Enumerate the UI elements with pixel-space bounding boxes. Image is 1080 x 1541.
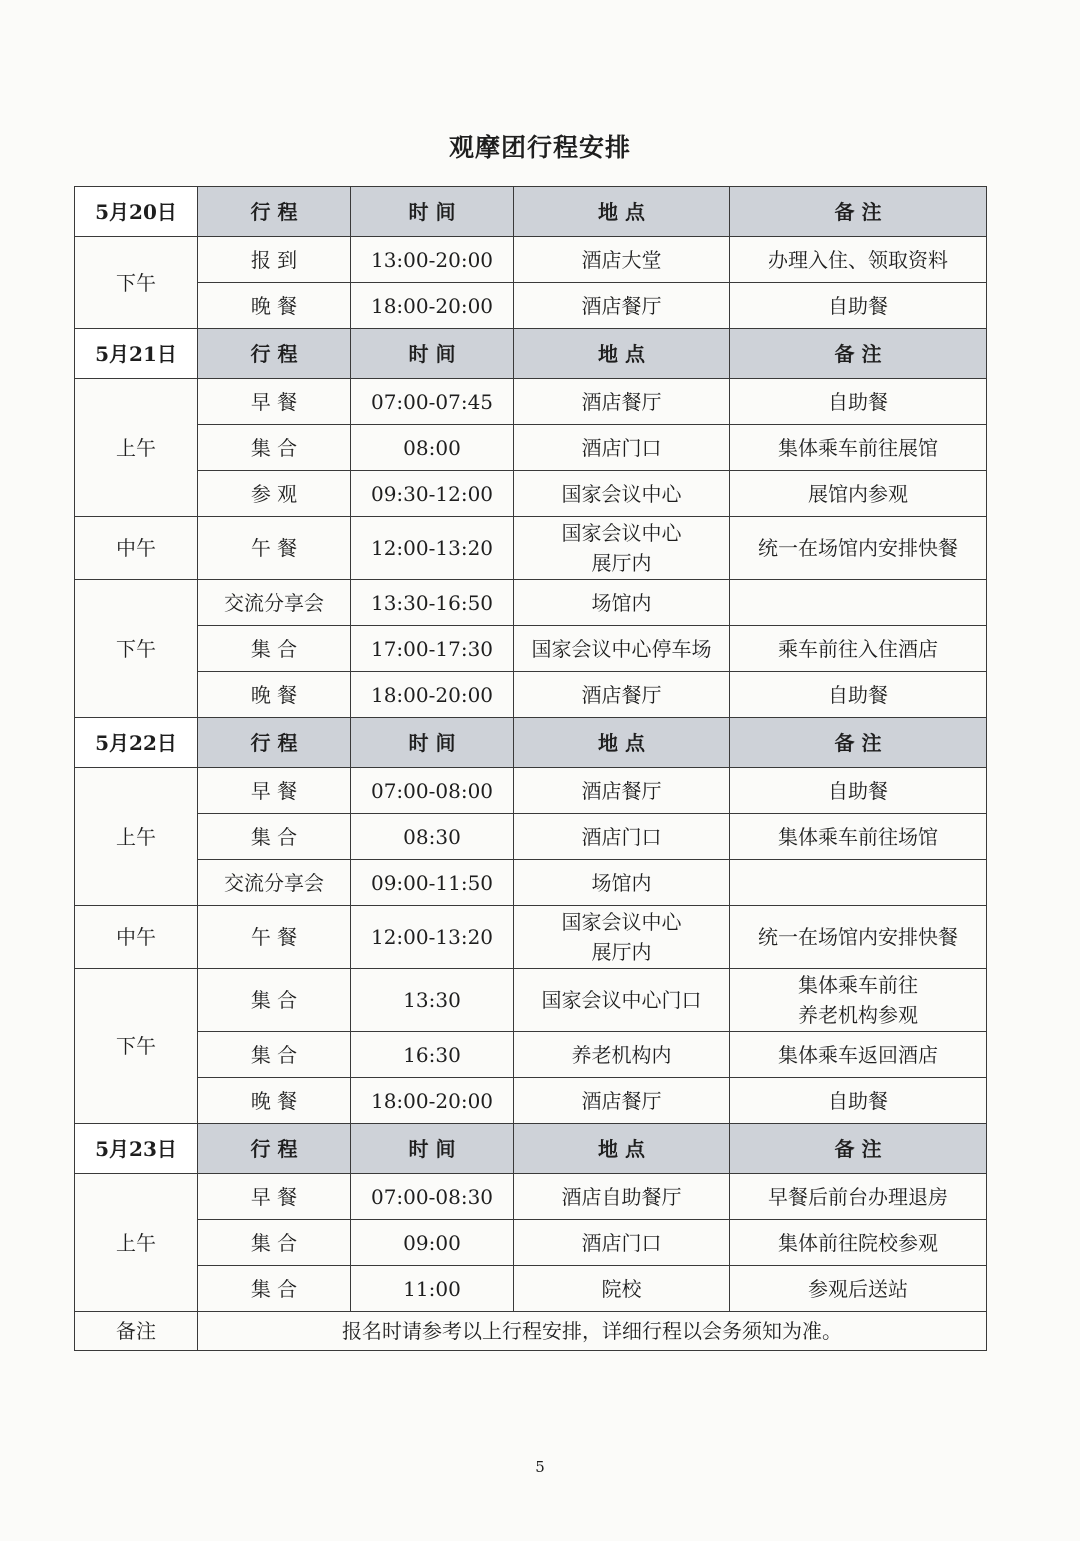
table-row xyxy=(75,283,987,329)
header-item: 行 程 xyxy=(198,187,351,237)
table-row xyxy=(75,379,987,425)
note-cell xyxy=(730,860,987,906)
period-cell: 上午 xyxy=(75,768,198,906)
time-cell: 17:00-17:30 xyxy=(351,626,514,672)
table-row xyxy=(75,906,987,969)
note-cell: 办理入住、领取资料 xyxy=(730,237,987,283)
note-cell: 乘车前往入住酒店 xyxy=(730,626,987,672)
time-cell: 09:00 xyxy=(351,1220,514,1266)
place-cell: 酒店门口 xyxy=(514,814,730,860)
header-note: 备 注 xyxy=(730,187,987,237)
item-cell: 报 到 xyxy=(198,237,351,283)
item-cell: 集 合 xyxy=(198,1266,351,1312)
header-place: 地 点 xyxy=(514,718,730,768)
item-cell: 集 合 xyxy=(198,425,351,471)
header-time: 时 间 xyxy=(351,718,514,768)
note-cell: 早餐后前台办理退房 xyxy=(730,1174,987,1220)
time-cell: 07:00-07:45 xyxy=(351,379,514,425)
table-row xyxy=(75,768,987,814)
table-row xyxy=(75,1266,987,1312)
day-header-row xyxy=(75,329,987,379)
table-row xyxy=(75,969,987,1032)
place-cell: 国家会议中心 展厅内 xyxy=(514,517,730,580)
table-row xyxy=(75,1032,987,1078)
item-cell: 午 餐 xyxy=(198,906,351,969)
place-cell: 酒店自助餐厅 xyxy=(514,1174,730,1220)
table-row xyxy=(75,1078,987,1124)
note-cell: 自助餐 xyxy=(730,1078,987,1124)
place-cell: 场馆内 xyxy=(514,860,730,906)
note-cell: 自助餐 xyxy=(730,672,987,718)
table-row xyxy=(75,425,987,471)
note-cell: 集体乘车前往 养老机构参观 xyxy=(730,969,987,1032)
item-cell: 晚 餐 xyxy=(198,283,351,329)
day-date: 5月21日 xyxy=(75,329,198,379)
time-cell: 18:00-20:00 xyxy=(351,1078,514,1124)
note-cell: 统一在场馆内安排快餐 xyxy=(730,517,987,580)
table-row xyxy=(75,626,987,672)
place-cell: 酒店大堂 xyxy=(514,237,730,283)
time-cell: 12:00-13:20 xyxy=(351,906,514,969)
item-cell: 早 餐 xyxy=(198,768,351,814)
note-cell: 集体前往院校参观 xyxy=(730,1220,987,1266)
item-cell: 交流分享会 xyxy=(198,860,351,906)
page-number: 5 xyxy=(535,1458,545,1476)
header-note: 备 注 xyxy=(730,718,987,768)
time-cell: 09:00-11:50 xyxy=(351,860,514,906)
header-note: 备 注 xyxy=(730,329,987,379)
item-cell: 晚 餐 xyxy=(198,672,351,718)
place-cell: 国家会议中心 展厅内 xyxy=(514,906,730,969)
item-cell: 集 合 xyxy=(198,626,351,672)
item-cell: 午 餐 xyxy=(198,517,351,580)
note-cell: 展馆内参观 xyxy=(730,471,987,517)
day-date: 5月20日 xyxy=(75,187,198,237)
header-time: 时 间 xyxy=(351,187,514,237)
remark-row xyxy=(75,1312,987,1351)
place-cell: 场馆内 xyxy=(514,580,730,626)
note-cell xyxy=(730,580,987,626)
item-cell: 早 餐 xyxy=(198,379,351,425)
table-row xyxy=(75,1220,987,1266)
item-cell: 集 合 xyxy=(198,1032,351,1078)
place-cell: 国家会议中心停车场 xyxy=(514,626,730,672)
note-cell: 集体乘车前往展馆 xyxy=(730,425,987,471)
header-time: 时 间 xyxy=(351,329,514,379)
note-cell: 集体乘车前往场馆 xyxy=(730,814,987,860)
table-row xyxy=(75,814,987,860)
item-cell: 参 观 xyxy=(198,471,351,517)
item-cell: 晚 餐 xyxy=(198,1078,351,1124)
table-row xyxy=(75,580,987,626)
day-header-row xyxy=(75,1124,987,1174)
place-cell: 酒店餐厅 xyxy=(514,768,730,814)
period-cell: 上午 xyxy=(75,1174,198,1312)
header-item: 行 程 xyxy=(198,1124,351,1174)
period-cell: 中午 xyxy=(75,517,198,580)
schedule-table xyxy=(74,186,987,1351)
time-cell: 18:00-20:00 xyxy=(351,283,514,329)
place-cell: 国家会议中心门口 xyxy=(514,969,730,1032)
header-item: 行 程 xyxy=(198,718,351,768)
time-cell: 16:30 xyxy=(351,1032,514,1078)
day-date: 5月23日 xyxy=(75,1124,198,1174)
header-place: 地 点 xyxy=(514,1124,730,1174)
table-row xyxy=(75,517,987,580)
remark-label: 备注 xyxy=(75,1312,198,1351)
item-cell: 集 合 xyxy=(198,1220,351,1266)
time-cell: 12:00-13:20 xyxy=(351,517,514,580)
time-cell: 13:00-20:00 xyxy=(351,237,514,283)
table-row xyxy=(75,860,987,906)
day-date: 5月22日 xyxy=(75,718,198,768)
table-row xyxy=(75,672,987,718)
place-cell: 酒店餐厅 xyxy=(514,672,730,718)
time-cell: 18:00-20:00 xyxy=(351,672,514,718)
period-cell: 下午 xyxy=(75,580,198,718)
place-cell: 国家会议中心 xyxy=(514,471,730,517)
header-place: 地 点 xyxy=(514,329,730,379)
place-cell: 酒店门口 xyxy=(514,425,730,471)
place-cell: 酒店餐厅 xyxy=(514,379,730,425)
place-cell: 酒店餐厅 xyxy=(514,1078,730,1124)
period-cell: 下午 xyxy=(75,237,198,329)
item-cell: 集 合 xyxy=(198,814,351,860)
note-cell: 自助餐 xyxy=(730,283,987,329)
note-cell: 自助餐 xyxy=(730,379,987,425)
time-cell: 09:30-12:00 xyxy=(351,471,514,517)
note-cell: 统一在场馆内安排快餐 xyxy=(730,906,987,969)
period-cell: 中午 xyxy=(75,906,198,969)
time-cell: 08:00 xyxy=(351,425,514,471)
header-item: 行 程 xyxy=(198,329,351,379)
header-place: 地 点 xyxy=(514,187,730,237)
time-cell: 13:30-16:50 xyxy=(351,580,514,626)
header-note: 备 注 xyxy=(730,1124,987,1174)
place-cell: 院校 xyxy=(514,1266,730,1312)
place-cell: 酒店餐厅 xyxy=(514,283,730,329)
page-title: 观摩团行程安排 xyxy=(448,133,631,162)
table-row xyxy=(75,237,987,283)
day-header-row xyxy=(75,187,987,237)
period-cell: 上午 xyxy=(75,379,198,517)
table-row xyxy=(75,471,987,517)
header-time: 时 间 xyxy=(351,1124,514,1174)
item-cell: 早 餐 xyxy=(198,1174,351,1220)
day-header-row xyxy=(75,718,987,768)
note-cell: 参观后送站 xyxy=(730,1266,987,1312)
time-cell: 07:00-08:00 xyxy=(351,768,514,814)
place-cell: 养老机构内 xyxy=(514,1032,730,1078)
period-cell: 下午 xyxy=(75,969,198,1124)
note-cell: 集体乘车返回酒店 xyxy=(730,1032,987,1078)
note-cell: 自助餐 xyxy=(730,768,987,814)
remark-text: 报名时请参考以上行程安排，详细行程以会务须知为准。 xyxy=(198,1312,987,1351)
time-cell: 11:00 xyxy=(351,1266,514,1312)
item-cell: 集 合 xyxy=(198,969,351,1032)
time-cell: 07:00-08:30 xyxy=(351,1174,514,1220)
time-cell: 08:30 xyxy=(351,814,514,860)
place-cell: 酒店门口 xyxy=(514,1220,730,1266)
time-cell: 13:30 xyxy=(351,969,514,1032)
table-row xyxy=(75,1174,987,1220)
item-cell: 交流分享会 xyxy=(198,580,351,626)
